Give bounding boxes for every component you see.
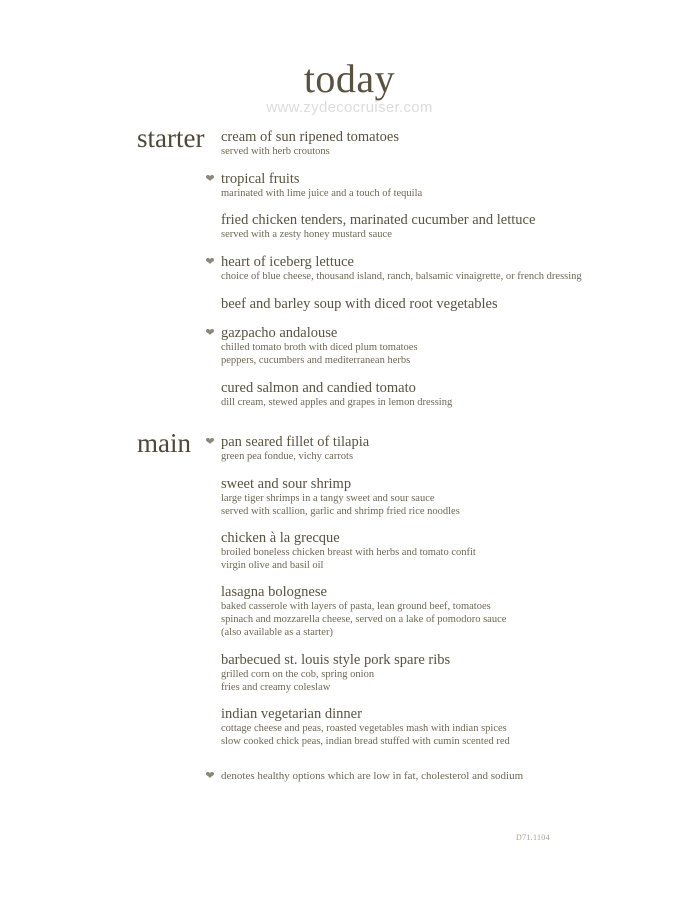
menu-item-description: grilled corn on the cob, spring onion bbox=[221, 669, 375, 680]
menu-item bbox=[221, 706, 681, 748]
heart-icon: ❤ bbox=[205, 255, 215, 268]
menu-item-name: lasagna bolognese bbox=[221, 584, 327, 600]
menu-item-description: marinated with lime juice and a touch of tequila bbox=[221, 188, 423, 199]
menu-item-description: peppers, cucumbers and mediterranean herbs bbox=[221, 355, 411, 366]
section-label-main: main bbox=[137, 428, 191, 458]
heart-icon: ❤ bbox=[205, 769, 215, 782]
menu-item bbox=[221, 254, 681, 283]
menu-item-name: indian vegetarian dinner bbox=[221, 706, 362, 722]
menu-item bbox=[221, 129, 681, 158]
menu-item-description: (also available as a starter) bbox=[221, 627, 333, 638]
menu-item-description: fries and creamy coleslaw bbox=[221, 682, 331, 693]
menu-item bbox=[221, 380, 681, 409]
menu-item bbox=[221, 212, 681, 241]
menu-item bbox=[221, 296, 681, 312]
menu-item bbox=[221, 652, 681, 694]
menu-item-name: gazpacho andalouse bbox=[221, 325, 338, 341]
menu-item-description: dill cream, stewed apples and grapes in lemon dressing bbox=[221, 397, 453, 408]
menu-item-name: tropical fruits bbox=[221, 171, 300, 187]
menu-item-description: chilled tomato broth with diced plum tomatoes bbox=[221, 342, 418, 353]
watermark: www.zydecocruiser.com bbox=[266, 99, 433, 116]
menu-item-description: baked casserole with layers of pasta, lean ground beef, tomatoes bbox=[221, 601, 491, 612]
menu-item bbox=[221, 325, 681, 367]
menu-item bbox=[221, 530, 681, 572]
menu-item-name: cream of sun ripened tomatoes bbox=[221, 129, 399, 145]
menu-item-description: slow cooked chick peas, indian bread stuffed with cumin scented red bbox=[221, 736, 510, 747]
heart-icon: ❤ bbox=[205, 172, 215, 185]
menu-item-description: served with a zesty honey mustard sauce bbox=[221, 229, 392, 240]
menu-item-description: spinach and mozzarella cheese, served on a lake of pomodoro sauce bbox=[221, 614, 507, 625]
page-title: today bbox=[303, 56, 396, 101]
menu-item-description: broiled boneless chicken breast with herbs and tomato confit bbox=[221, 547, 476, 558]
menu-item-name: beef and barley soup with diced root vegetables bbox=[221, 296, 498, 312]
menu-item-name: barbecued st. louis style pork spare ribs bbox=[221, 652, 451, 668]
menu-item-description: served with scallion, garlic and shrimp fried rice noodles bbox=[221, 506, 460, 517]
menu-item bbox=[221, 476, 681, 518]
menu-item-name: sweet and sour shrimp bbox=[221, 476, 352, 492]
section-label-starter: starter bbox=[137, 123, 205, 153]
menu-item-description: cottage cheese and peas, roasted vegetables mash with indian spices bbox=[221, 723, 507, 734]
healthy-legend: denotes healthy options which are low in fat, cholesterol and sodium bbox=[221, 770, 524, 782]
menu-item-name: cured salmon and candied tomato bbox=[221, 380, 416, 396]
menu-item bbox=[221, 171, 681, 200]
menu-item-name: heart of iceberg lettuce bbox=[221, 254, 354, 270]
menu-item-description: choice of blue cheese, thousand island, ranch, balsamic vinaigrette, or french dressing bbox=[221, 271, 582, 282]
page-code: D71.1104 bbox=[516, 833, 550, 842]
menu-item-description: large tiger shrimps in a tangy sweet and sour sauce bbox=[221, 493, 435, 504]
heart-icon: ❤ bbox=[205, 435, 215, 448]
heart-icon: ❤ bbox=[205, 326, 215, 339]
menu-item-description: served with herb croutons bbox=[221, 146, 330, 157]
menu-item-description: virgin olive and basil oil bbox=[221, 560, 324, 571]
menu-item-name: fried chicken tenders, marinated cucumber and lettuce bbox=[221, 212, 536, 228]
menu-item-description: green pea fondue, vichy carrots bbox=[221, 451, 354, 462]
menu-item bbox=[221, 434, 681, 463]
menu-item-name: chicken à la grecque bbox=[221, 530, 340, 546]
menu-item-name: pan seared fillet of tilapia bbox=[221, 434, 370, 450]
menu-item bbox=[221, 584, 681, 639]
